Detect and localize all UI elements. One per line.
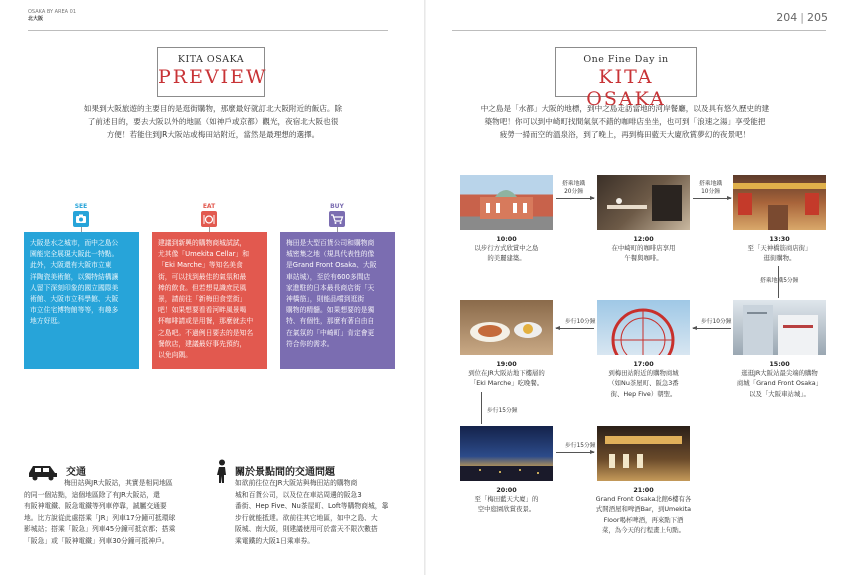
stop-line: 以步行方式欣賞中之島 bbox=[474, 244, 539, 252]
intro-line: 了前述目的，要去大阪以外的地區（如神戶或京都）觀光，夜宿北大阪也很 bbox=[87, 117, 339, 126]
card-line: 餐飲店，建議最好事先預約， bbox=[158, 339, 247, 348]
stop-line: 空中庭園欣賞夜景。 bbox=[477, 505, 536, 514]
see-label: SEE bbox=[74, 203, 88, 210]
arrow-right bbox=[556, 452, 594, 453]
walking-person-icon bbox=[214, 459, 230, 485]
stop-time: 12:00 bbox=[633, 235, 654, 243]
card-line: 之島吧。不過例日要去的是知名 bbox=[158, 328, 254, 337]
oneday-title-box bbox=[555, 47, 697, 110]
transfer-label: 步行15分鐘 bbox=[487, 408, 518, 414]
stop-line: 商城「Grand Front Osaka」 bbox=[736, 379, 823, 388]
connector-vertical bbox=[481, 392, 482, 424]
card-line: 以免向隅。 bbox=[158, 351, 192, 360]
stop-line: 的美麗建築。 bbox=[487, 254, 526, 263]
card-line: 尤其像「Umekita Cellar」和 bbox=[158, 250, 250, 259]
body-line: 影城站；搭乘「阪急」列車45分鐘可抵京都；搭乘 bbox=[24, 525, 176, 534]
transfer-line: 搭乘地鐵 bbox=[562, 181, 586, 187]
stop-desc bbox=[450, 494, 563, 515]
card-line: 符合你的需求。 bbox=[286, 339, 334, 348]
body-line: 阪城、南大阪，則建議使用可於當天不限次數搭 bbox=[235, 525, 378, 534]
transfer-line: 10分鐘 bbox=[701, 189, 721, 195]
header-rule-left bbox=[28, 30, 388, 31]
header-rule-right bbox=[452, 30, 826, 31]
mall-photo bbox=[733, 300, 826, 355]
transfer-label bbox=[562, 180, 585, 196]
stop-line: 式開酒屋和啤酒Bar，到Umekita bbox=[595, 505, 692, 514]
card-line: 術館、大阪市立科學館、大阪 bbox=[30, 295, 119, 304]
transfer-label: 步行10分鐘 bbox=[701, 319, 732, 325]
card-line: 梅田是大型百貨公司和購物商 bbox=[286, 239, 375, 247]
card-line: 景，請前往「新梅田食堂街」 bbox=[158, 295, 247, 304]
intro-line: 方便！若能住到JR大阪站或梅田站附近，當然是最理想的選擇。 bbox=[106, 130, 320, 139]
card-line: 在氣氛的「中崎町」肯定會更 bbox=[286, 328, 375, 337]
preview-title-box bbox=[157, 47, 268, 97]
stop-time: 15:00 bbox=[769, 360, 790, 368]
buy-label: BUY bbox=[330, 203, 344, 210]
stop-time: 13:30 bbox=[769, 235, 790, 243]
card-line: 車站城），至於有600多間店 bbox=[286, 272, 371, 281]
stop-desc bbox=[450, 243, 563, 264]
card-line: 「Eki Marche」等知名美食 bbox=[158, 261, 243, 270]
page-gutter bbox=[424, 0, 426, 575]
area-name: 北大阪 bbox=[28, 16, 44, 22]
transfer-line: 搭乘地鐵 bbox=[699, 181, 723, 187]
preview-title-sub: KITA OSAKA bbox=[177, 54, 245, 65]
body-line: 番街、Hep Five、Nu茶屋町、Loft等購物商城，靠 bbox=[235, 502, 389, 511]
transfer-label: 步行10分鐘 bbox=[565, 319, 596, 325]
dinner-photo bbox=[460, 300, 553, 355]
card-line: 洋陶瓷美術館，以獨特結構讓 bbox=[30, 272, 119, 281]
oneday-title: KITA OSAKA bbox=[586, 66, 666, 110]
shopping-cart-icon bbox=[329, 211, 345, 227]
oneday-intro bbox=[466, 102, 784, 141]
stop-line: 逛街購物。 bbox=[763, 254, 796, 263]
building-photo bbox=[460, 175, 553, 230]
stop-line: 街、Hep Five）朝聖。 bbox=[610, 389, 677, 398]
transfer-label bbox=[699, 180, 722, 196]
intro-line: 如果到大阪旅遊的主要目的是逛街購物，那麼最好就訂北大阪附近的飯店。除 bbox=[83, 104, 343, 113]
body-line: 「阪急」或「阪神電鐵」列車30分鐘可抵神戶。 bbox=[24, 536, 169, 545]
camera-icon bbox=[73, 211, 89, 227]
stop-line: 「Eki Marche」吃晚餐。 bbox=[469, 379, 544, 388]
card-line: 吧！如果想要看看河畔風景喝 bbox=[158, 306, 247, 315]
night-view-photo bbox=[460, 426, 553, 481]
preview-intro bbox=[58, 102, 368, 141]
card-line: 街，可以找到最佳的氣氛和最 bbox=[158, 272, 247, 281]
body-line: 步行就能抵達。欲前往其它地區，如中之島、大 bbox=[235, 513, 378, 522]
card-line: 此外，大阪還有大阪市立東 bbox=[30, 261, 112, 270]
stop-desc bbox=[587, 243, 700, 264]
body-line: 有阪神電鐵、阪急電鐵等列車停靠，誠屬交通要 bbox=[24, 502, 167, 511]
body-line: 城和百貨公司，以及位在車站周邊的阪急3 bbox=[235, 490, 362, 499]
transport-title: 交通 bbox=[66, 467, 86, 478]
card-line: 大阪是水之城市，而中之島公 bbox=[30, 239, 119, 247]
eat-label: EAT bbox=[202, 203, 216, 210]
card-line: 人留下深刻印象的國立國際美 bbox=[30, 283, 119, 292]
arcade-photo bbox=[733, 175, 826, 230]
transport-body bbox=[24, 478, 212, 548]
card-line: 地方好逛。 bbox=[30, 317, 64, 326]
ferris-wheel-photo bbox=[597, 300, 690, 355]
stop-desc bbox=[723, 243, 836, 264]
stop-time: 10:00 bbox=[496, 235, 517, 243]
arrow-right bbox=[693, 198, 731, 199]
page-number-right: 205 bbox=[807, 11, 828, 24]
cafe-photo bbox=[597, 175, 690, 230]
intro-line: 築物吧！你可以到中崎町找間氣氛不錯的咖啡店坐坐，也可到「浪速之湯」享受能把 bbox=[484, 117, 766, 126]
intro-line: 疲勞一掃而空的溫泉浴，到了晚上，再到梅田藍天大廈欣賞夢幻的夜景吧！ bbox=[499, 130, 751, 139]
stop-line: （如Nu茶屋町、阪急3番 bbox=[608, 379, 679, 388]
arrow-left bbox=[693, 328, 731, 329]
transfer-line: 20分鐘 bbox=[564, 189, 584, 195]
section-code: OSAKA BY AREA 01 bbox=[28, 9, 77, 15]
stop-line: 以及「大阪車站城」。 bbox=[749, 389, 810, 398]
body-line: 梅田站與JR大阪站，其實是相同地區 bbox=[64, 479, 173, 487]
transfer-label: 搭乘地鐵5分鐘 bbox=[760, 278, 799, 284]
transfer-label: 步行15分鐘 bbox=[565, 443, 596, 449]
oneday-title-sub: One Fine Day in bbox=[583, 54, 669, 65]
arrow-right bbox=[556, 198, 594, 199]
card-line: 是Grand Front Osaka、大阪 bbox=[286, 261, 377, 270]
issues-body bbox=[235, 478, 405, 548]
card-line: 建議到新興的購物商城試試， bbox=[158, 239, 247, 247]
stop-line: 到位在JR大阪站地下樓層的 bbox=[468, 369, 545, 377]
preview-title: PREVIEW bbox=[158, 66, 268, 88]
body-line: 的同一個站點，這個地區除了有JR大阪站，還 bbox=[24, 490, 160, 499]
stop-time: 20:00 bbox=[496, 486, 517, 494]
stop-line: 到梅田站附近的購物商城 bbox=[608, 369, 679, 377]
stop-line: 逛逛JR大阪站最尖端的購物 bbox=[741, 369, 818, 377]
stop-line: 午餐與咖啡。 bbox=[624, 254, 663, 263]
stop-time: 19:00 bbox=[496, 360, 517, 368]
eat-card bbox=[152, 232, 267, 369]
card-line: 家進駐的日本最長商店街「天 bbox=[286, 283, 375, 292]
fork-plate-icon bbox=[201, 211, 217, 227]
body-line: 如欲前往位在JR大阪站與梅田站的購物商 bbox=[235, 479, 358, 487]
stop-line: Grand Front Osaka北館6樓有各 bbox=[595, 495, 692, 503]
card-line: 特、有個性，那麼有著自由自 bbox=[286, 317, 375, 326]
stop-desc bbox=[445, 368, 568, 389]
stop-desc bbox=[718, 368, 841, 399]
stop-line: 至「梅田藍天大廈」的 bbox=[474, 495, 539, 503]
card-line: 棒的飲食。但若想見識庶民風 bbox=[158, 283, 247, 292]
stop-desc bbox=[587, 368, 700, 399]
buy-card bbox=[280, 232, 395, 369]
issues-title: 關於景點間的交通問題 bbox=[235, 467, 335, 478]
stop-desc bbox=[578, 494, 709, 536]
page-number-left: 204 bbox=[776, 11, 798, 24]
stop-time: 21:00 bbox=[633, 486, 654, 494]
card-line: 神橋筋」，則能品嚐到逛街 bbox=[286, 295, 365, 304]
stop-line: Floor喝杯啤酒，再來點下酒 bbox=[603, 515, 684, 524]
body-line: 地。比方說從此處搭乘「JR」列車17分鐘可抵環球 bbox=[24, 513, 176, 522]
body-line: 乘電鐵的大阪1日乘車券。 bbox=[235, 536, 315, 545]
card-line: 購物的精髓。如果想要的是獨 bbox=[286, 306, 375, 315]
card-line: 城密集之地（規具代表性的像 bbox=[286, 250, 375, 259]
arrow-left bbox=[556, 328, 594, 329]
page-numbers: 204 | 205 bbox=[776, 11, 828, 24]
bar-photo bbox=[597, 426, 690, 481]
stop-line: 至「天神橋筋商店街」 bbox=[747, 244, 812, 252]
card-line: 杯咖啡請或是用餐，那麼就去中 bbox=[158, 317, 254, 326]
stop-line: 菜，為今天的行程畫上句點。 bbox=[601, 526, 686, 535]
intro-line: 中之島是「水都」大阪的地標，到中之島走訪當地的河岸餐廳，以及具有悠久歷史的建 bbox=[480, 104, 770, 113]
see-card bbox=[24, 232, 139, 369]
card-line: 園能完全展現大阪此一特點。 bbox=[30, 250, 119, 259]
running-header bbox=[28, 9, 76, 23]
stop-line: 在中崎町的咖啡店享用 bbox=[611, 244, 676, 252]
connector-vertical bbox=[778, 266, 779, 298]
card-line: 市立住宅博物館等等，有趣多 bbox=[30, 306, 119, 315]
stop-time: 17:00 bbox=[633, 360, 654, 368]
